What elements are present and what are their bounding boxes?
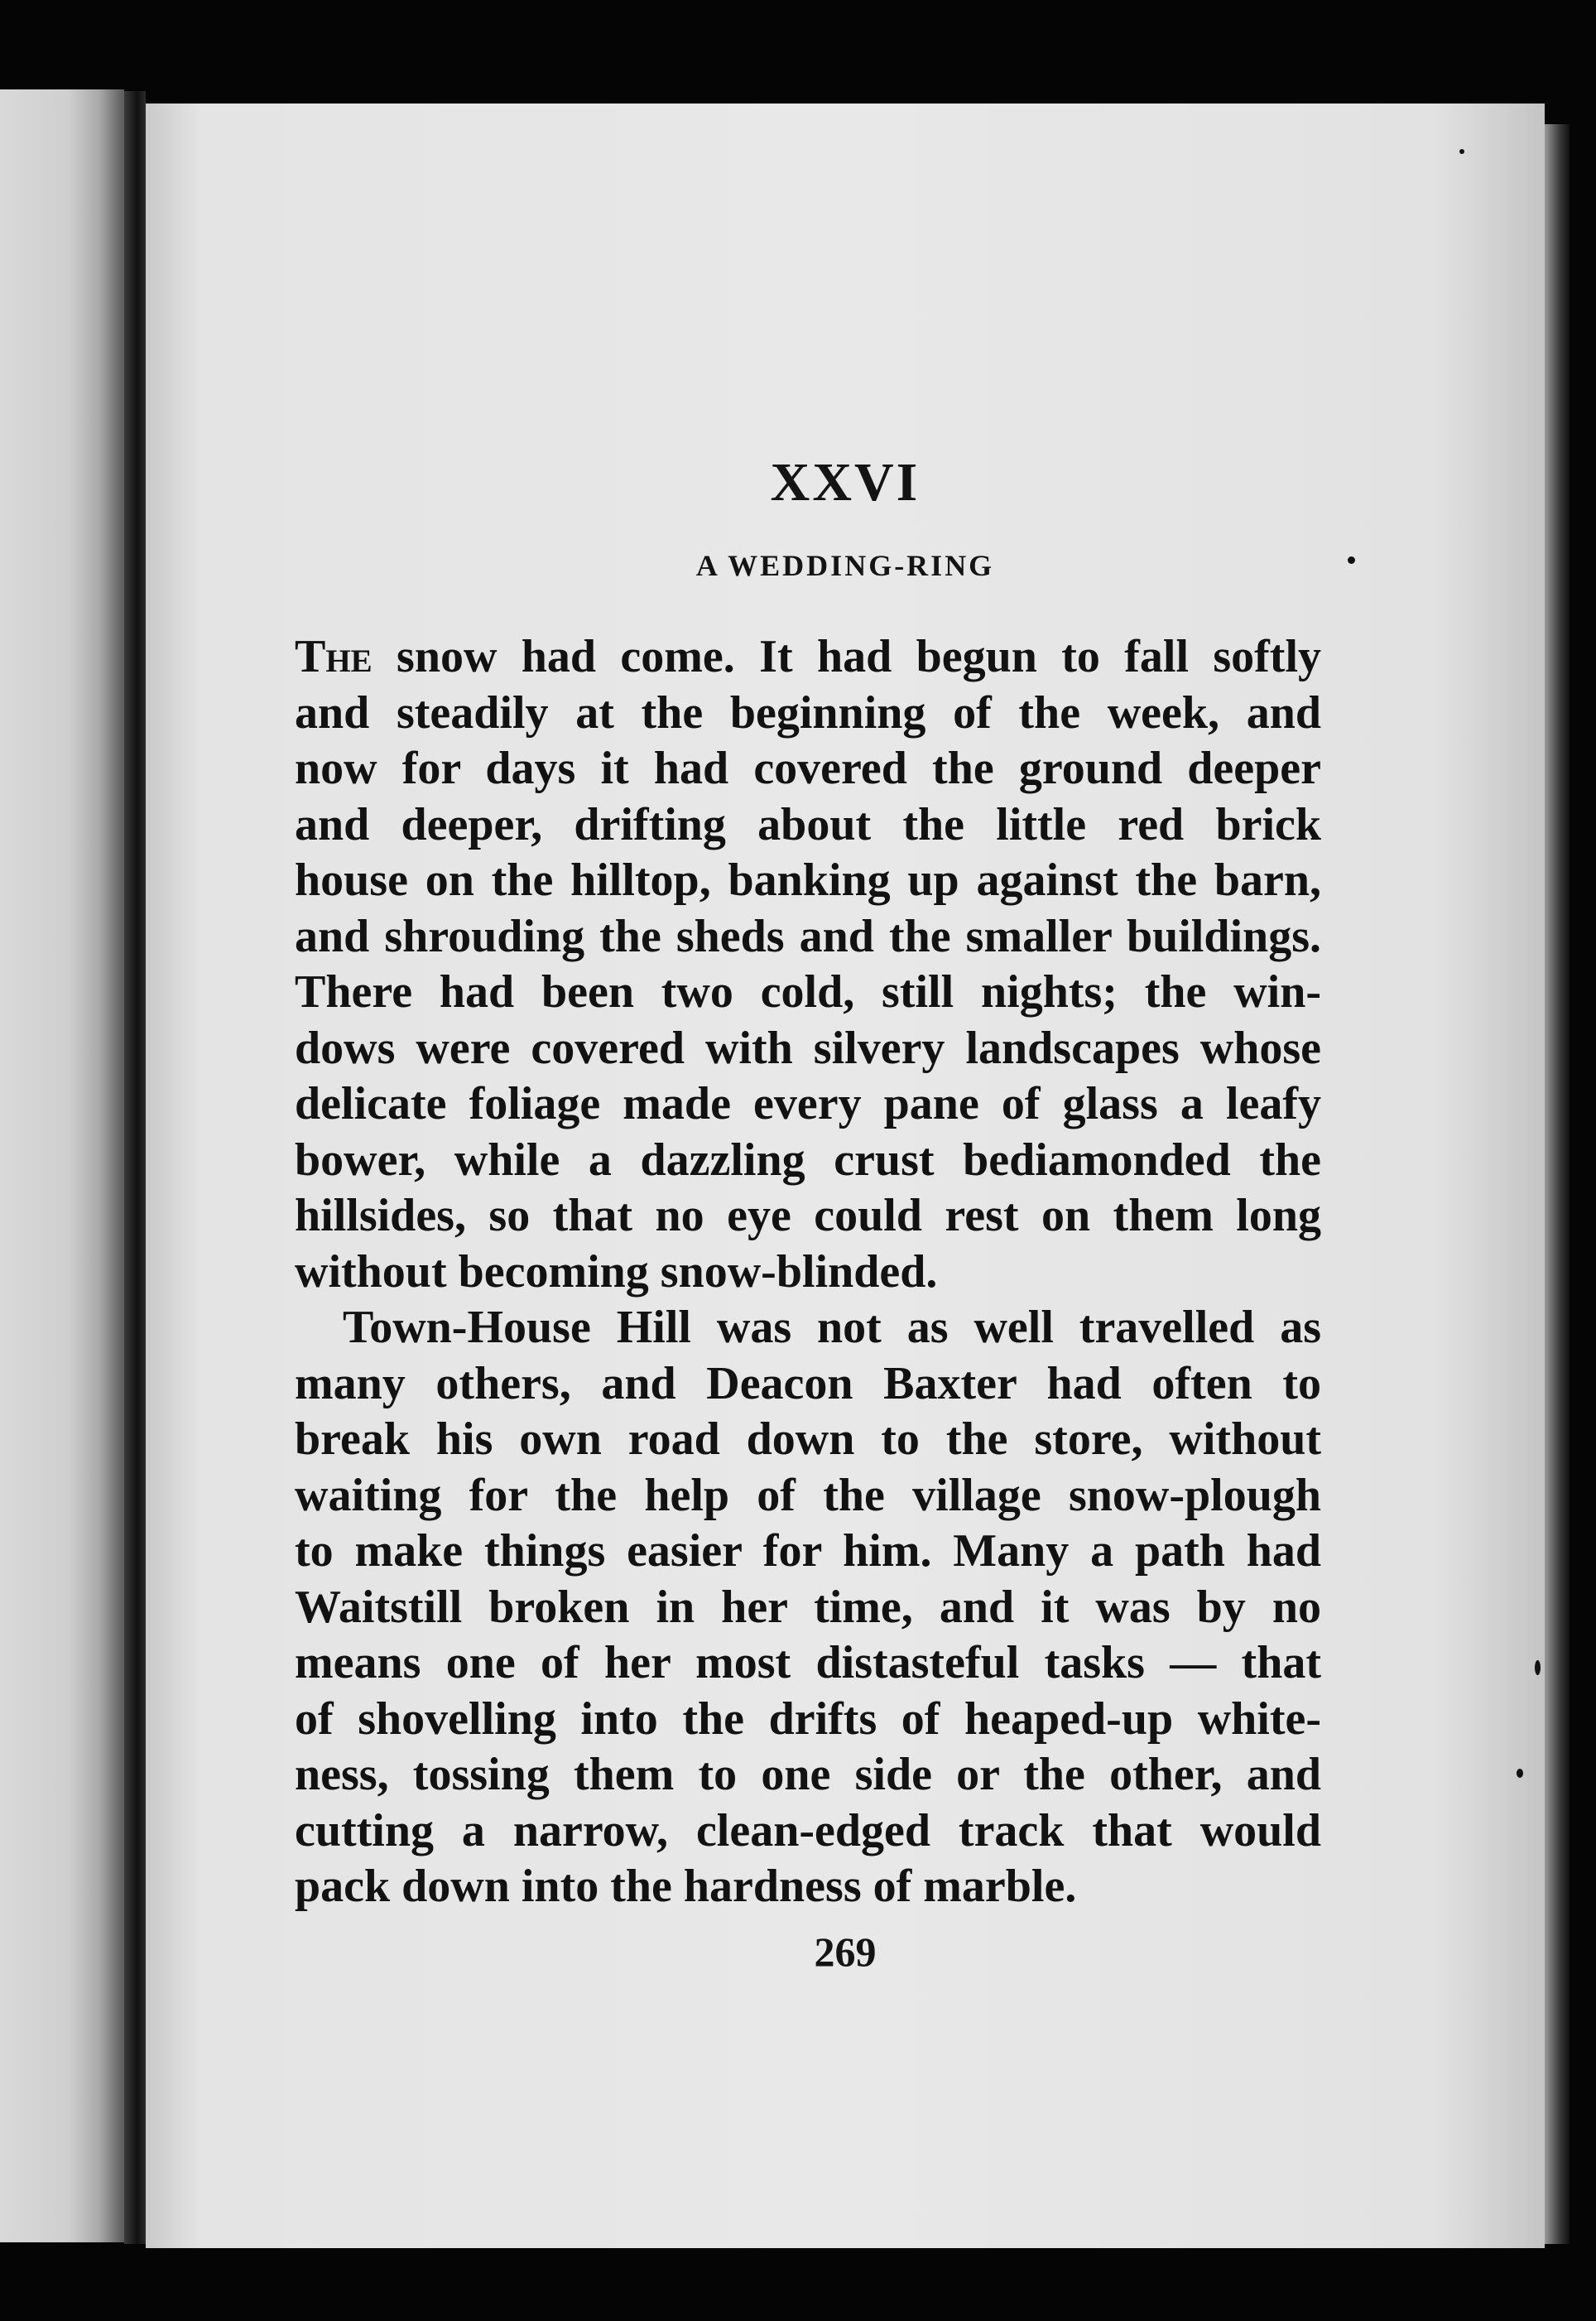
- text-line: and deeper, drifting about the little red brick: [295, 798, 1321, 850]
- text-line: many others, and Deacon Baxter had often to: [295, 1357, 1321, 1409]
- book-gutter: [124, 91, 146, 2244]
- text-line: break his own road down to the store, without: [295, 1413, 1321, 1465]
- text-line: to make things easier for him. Many a path had: [295, 1525, 1321, 1577]
- text-line: bower, while a dazzling crust bediamonded the: [295, 1134, 1321, 1186]
- text-line: house on the hilltop, banking up against the barn,: [295, 855, 1321, 906]
- chapter-number: XXVI: [770, 452, 921, 513]
- dust-speck: [1459, 149, 1464, 154]
- text-line: without becoming snow-blinded.: [295, 1245, 938, 1298]
- text-line: Town-House Hill was not as well travelled as: [343, 1302, 1321, 1353]
- paragraph: [295, 629, 1321, 1300]
- text-line: pack down into the hardness of marble.: [295, 1861, 1077, 1912]
- text-line: ness, tossing them to one side or the other, and: [295, 1749, 1321, 1800]
- text-line: waiting for the help of the village snow-plough: [295, 1469, 1321, 1521]
- text-line: Waitstill broken in her time, and it was by no: [295, 1581, 1321, 1633]
- text-line: means one of her most distasteful tasks — that: [295, 1637, 1321, 1688]
- text-line: hillsides, so that no eye could rest on them long: [295, 1190, 1321, 1241]
- text-line: The snow had come. It had begun to fall softly: [295, 631, 1321, 682]
- dust-speck: [1535, 1660, 1541, 1675]
- drop-lead-word: The: [295, 631, 373, 682]
- text-line: now for days it had covered the ground deeper: [295, 743, 1321, 794]
- text-line: and shrouding the sheds and the smaller buildings.: [295, 910, 1321, 962]
- text-line: dows were covered with silvery landscapes whose: [295, 1022, 1321, 1074]
- text-line: There had been two cold, still nights; the win-: [295, 966, 1321, 1018]
- facing-page-edge: [0, 89, 124, 2242]
- text-line: cutting a narrow, clean-edged track that would: [295, 1804, 1321, 1856]
- chapter-body: [295, 629, 1321, 1915]
- text-line: of shovelling into the drifts of heaped-up white-: [295, 1693, 1321, 1745]
- text-line: delicate foliage made every pane of glass a leafy: [295, 1078, 1321, 1129]
- page-fore-edge: [1545, 124, 1570, 2244]
- chapter-title: A WEDDING-RING: [695, 549, 995, 582]
- dust-speck: [1517, 1769, 1523, 1778]
- text-line: and steadily at the beginning of the week, and: [295, 686, 1321, 739]
- paragraph: [295, 1300, 1321, 1915]
- page-number: 269: [814, 1929, 877, 1975]
